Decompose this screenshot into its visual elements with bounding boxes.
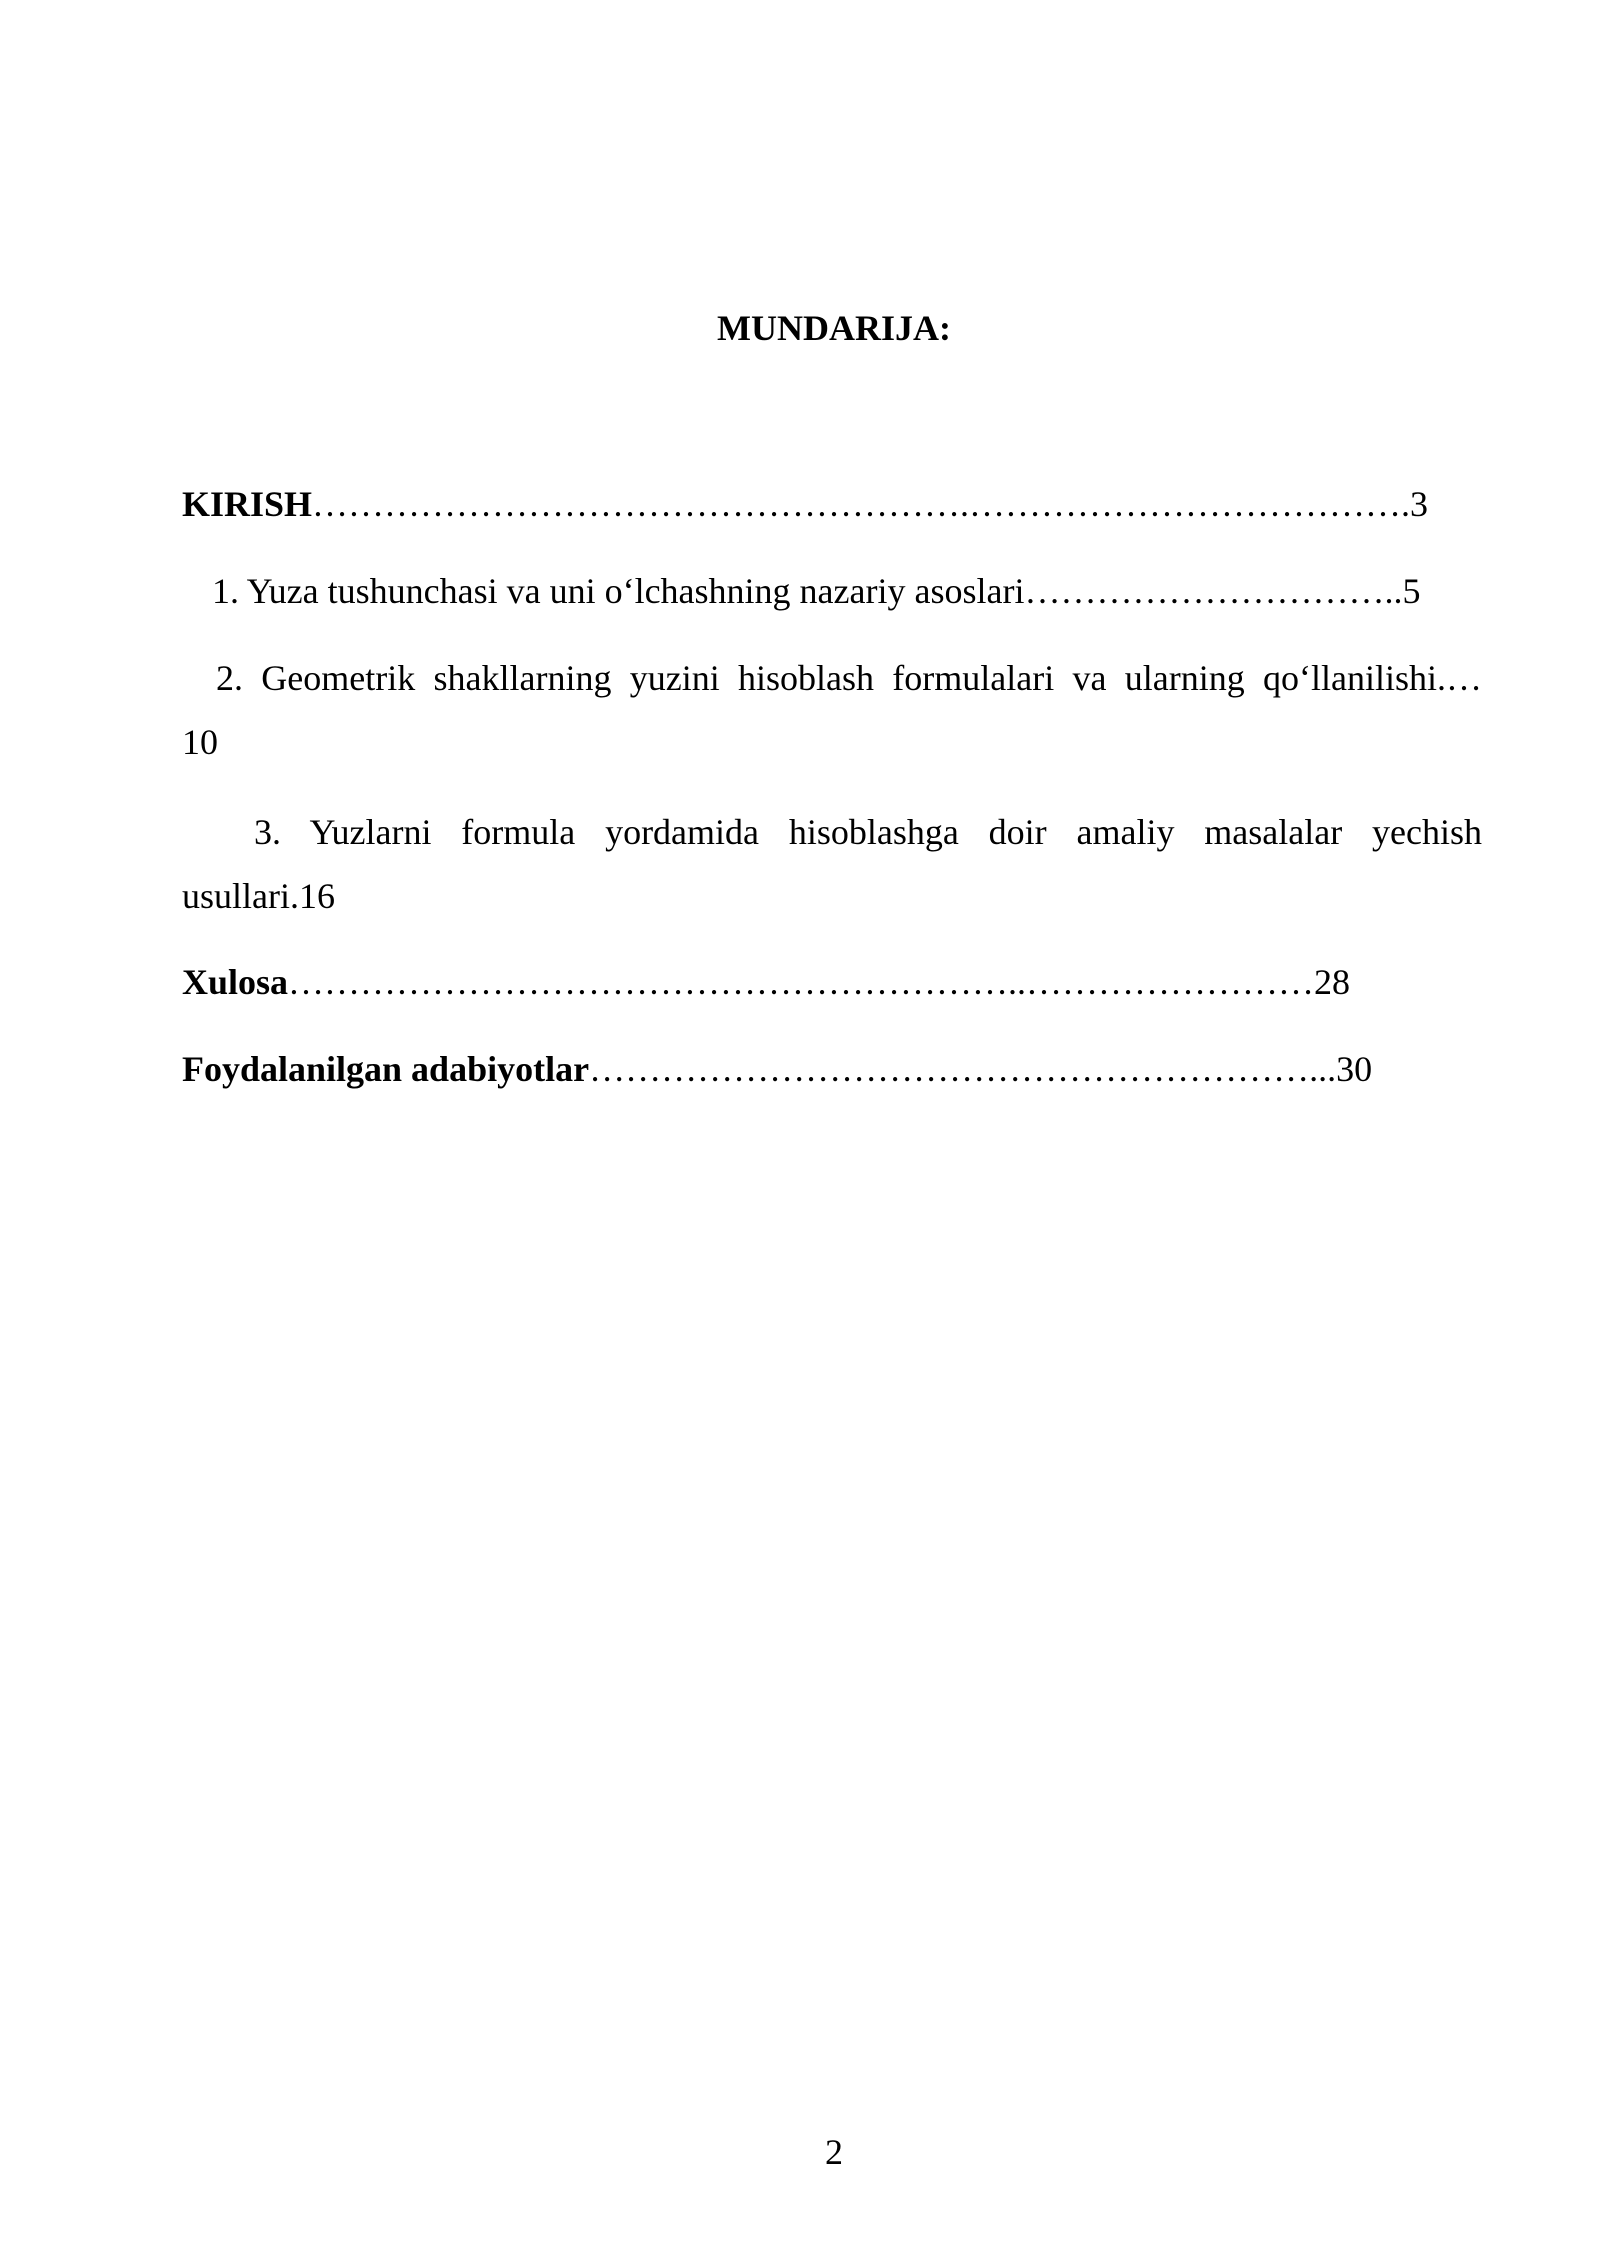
toc-entry-label: 3. Yuzlarni formula yordamida hisoblashga doir amaliy masalalar yechish [254,812,1482,852]
toc-page-number: 28 [1314,962,1351,1002]
toc-entry-label: KIRISH [182,484,313,524]
toc-entry-kirish [182,480,1482,528]
toc-title: MUNDARIJA: [717,308,951,348]
toc-entry-label: 1. Yuza tushunchasi va uni o‘lchashning nazariy asoslari [212,571,1025,611]
toc-entry-adabiyotlar [182,1045,1482,1093]
toc-page-number: 3 [1410,484,1429,524]
toc-entry-2-page-line [182,718,1482,766]
toc-entry-label: Xulosa [182,962,289,1002]
toc-page-number: 30 [1336,1049,1373,1089]
toc-entry-1 [212,567,1512,615]
toc-page-number: 5 [1402,571,1421,611]
toc-leader: ……………………………………………….………………………………. [312,484,1411,524]
toc-page-number: 16 [298,876,335,916]
toc-leader: ……………………………………………………... [589,1049,1337,1089]
toc-entry-label: Foydalanilgan adabiyotlar [182,1049,590,1089]
toc-page-number: 10 [182,722,218,762]
toc-entry-3 [254,808,1482,856]
toc-entry-label-continued: usullari. [182,876,299,916]
toc-entry-2 [216,654,1482,702]
toc-entry-3-cont [182,872,1482,920]
toc-leader: ……………………………………………………..…………………… [288,962,1315,1002]
page-number: 2 [825,2132,843,2172]
toc-entry-label: 2. Geometrik shakllarning yuzini hisoblash formulalari va ularning qo‘llanilishi.… [216,658,1482,698]
toc-leader: ………………………….. [1024,571,1403,611]
toc-entry-xulosa [182,958,1482,1006]
